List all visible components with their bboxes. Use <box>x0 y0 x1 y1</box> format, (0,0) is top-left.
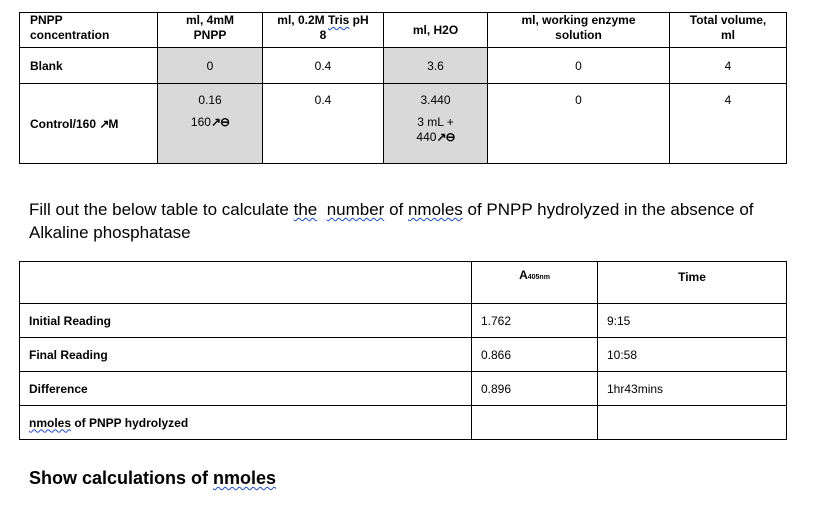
micro-symbol-icon: ↗⊖ <box>210 115 230 129</box>
control-h2o: 3.440 3 mL + 440↗⊖ <box>384 84 488 164</box>
reading-time: 1hr43mins <box>598 372 787 406</box>
reading-row <box>20 372 787 406</box>
reading-time: 10:58 <box>598 338 787 372</box>
control-tris: 0.4 <box>263 84 384 164</box>
control-label: Control/160 ↗M <box>20 84 158 164</box>
header-pnpp: ml, 4mM PNPP <box>158 13 263 48</box>
header-enzyme: ml, working enzyme solution <box>488 13 670 48</box>
reading-label: Final Reading <box>20 338 472 372</box>
reading-absorbance: 1.762 <box>472 304 598 338</box>
reagent-table-header <box>20 13 787 48</box>
reagent-table <box>19 12 787 164</box>
blank-label: Blank <box>20 48 158 84</box>
header-tris: ml, 0.2M Tris pH 8 <box>263 13 384 48</box>
blank-h2o: 3.6 <box>384 48 488 84</box>
nmoles-time-cell[interactable] <box>598 406 787 440</box>
micro-symbol-icon: ↗ <box>99 116 109 131</box>
nmoles-row <box>20 406 787 440</box>
header-time: Time <box>598 262 787 304</box>
blank-enzyme: 0 <box>488 48 670 84</box>
reading-absorbance: 0.896 <box>472 372 598 406</box>
calculations-heading: Show calculations of nmoles <box>29 468 277 488</box>
header-concentration: PNPP concentration <box>20 13 158 48</box>
control-enzyme: 0 <box>488 84 670 164</box>
nmoles-label: nmoles of PNPP hydrolyzed <box>20 406 472 440</box>
reading-label: Difference <box>20 372 472 406</box>
reading-row <box>20 304 787 338</box>
header-total-volume: Total volume, ml <box>670 13 787 48</box>
control-total: 4 <box>670 84 787 164</box>
blank-total: 4 <box>670 48 787 84</box>
readings-table <box>19 261 787 440</box>
blank-tris: 0.4 <box>263 48 384 84</box>
control-pnpp: 0.16 160↗⊖ <box>158 84 263 164</box>
header-blank <box>20 262 472 304</box>
header-h2o: ml, H2O <box>384 13 488 48</box>
reading-time: 9:15 <box>598 304 787 338</box>
nmoles-absorbance-cell[interactable] <box>472 406 598 440</box>
header-absorbance: A405nm <box>472 262 598 304</box>
row-control <box>20 84 787 164</box>
blank-pnpp: 0 <box>158 48 263 84</box>
instruction-text: Fill out the below table to calculate the number of nmoles of PNPP hydrolyzed in the absence of Alkaline phosphatase <box>29 200 754 242</box>
readings-table-header <box>20 262 787 304</box>
micro-symbol-icon: ↗⊖ <box>436 130 455 144</box>
reading-label: Initial Reading <box>20 304 472 338</box>
reading-absorbance: 0.866 <box>472 338 598 372</box>
reading-row <box>20 338 787 372</box>
row-blank <box>20 48 787 84</box>
